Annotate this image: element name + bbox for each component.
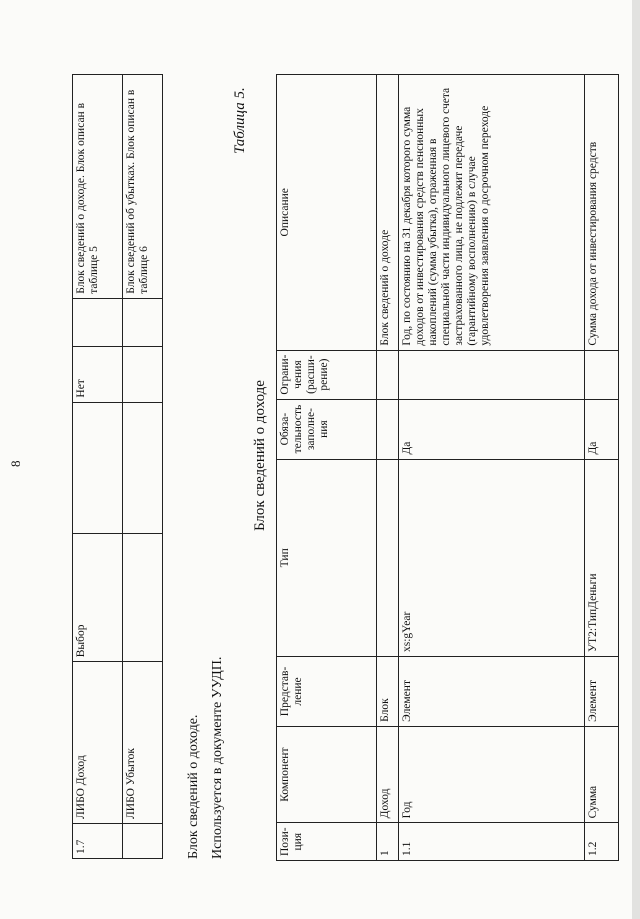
- cell-pos: 1.7: [73, 824, 123, 859]
- cell-limits: [73, 298, 123, 346]
- cell-component: Доход: [377, 726, 399, 823]
- cell-limits: [123, 298, 163, 346]
- cell-representation: Элемент: [585, 657, 619, 727]
- cell-component: Сумма: [585, 726, 619, 823]
- header-row: [277, 75, 377, 861]
- cell-pos: [123, 824, 163, 859]
- header-type: Тип: [277, 459, 377, 656]
- cell-description: Год, по состоянию на 31 декабря которого сумма доходов от инвестирования средств пенсионных накоплений (сумма убытка), отраженная в специальной части индивидуального лицевого счета застрахованного лица, не подлежит передаче (гарантийному восполнению) в случае удовлетворения заявления о досрочном переходе: [399, 75, 585, 351]
- cell-limits: [585, 350, 619, 399]
- cell-type: [123, 402, 163, 534]
- cell-limits: [399, 350, 585, 399]
- cell-representation: Выбор: [73, 534, 123, 662]
- cell-pos: 1: [377, 823, 399, 861]
- paragraph-line-1: Блок сведений о доходе.: [186, 714, 201, 859]
- cell-required: Да: [399, 399, 585, 459]
- cell-type: [377, 459, 399, 656]
- cell-type: УТ2:ТипДеньги: [585, 459, 619, 656]
- cell-type: xs:gYear: [399, 459, 585, 656]
- cell-representation: Блок: [377, 657, 399, 727]
- cell-type: [73, 402, 123, 534]
- cell-description: Блок сведений об убытках. Блок описан в таблице 6: [123, 75, 163, 299]
- cell-component: ЛИБО Доход: [73, 662, 123, 824]
- table-caption: Блок сведений о доходе: [252, 380, 268, 531]
- page-number: 8: [8, 460, 23, 467]
- cell-description: Сумма дохода от инвестирования средств: [585, 75, 619, 351]
- cell-pos: 1.2: [585, 823, 619, 861]
- header-description: Описание: [277, 75, 377, 351]
- header-representation: Представ-ление: [277, 657, 377, 727]
- header-required: Обяза-тельность заполне-ния: [277, 399, 377, 459]
- cell-representation: [123, 534, 163, 662]
- cell-description: Блок сведений о доходе. Блок описан в таблице 5: [73, 75, 123, 299]
- cell-required: Да: [585, 399, 619, 459]
- header-component: Компонент: [277, 726, 377, 823]
- paragraph-line-2: Используется в документе УУДП.: [210, 656, 225, 859]
- table-label: Таблица 5.: [232, 87, 248, 154]
- header-limits: Ограни-чения (расши-рение): [277, 350, 377, 399]
- table-row: [73, 75, 123, 859]
- cell-required: [377, 399, 399, 459]
- table-row: [377, 75, 399, 861]
- cell-required: Нет: [73, 346, 123, 402]
- cell-component: ЛИБО Убыток: [123, 662, 163, 824]
- cell-limits: [377, 350, 399, 399]
- cell-representation: Элемент: [399, 657, 585, 727]
- cell-component: Год: [399, 726, 585, 823]
- cell-pos: 1.1: [399, 823, 585, 861]
- table-row: [585, 75, 619, 861]
- table-row: [399, 75, 585, 861]
- top-table: [72, 74, 163, 859]
- main-table: [276, 74, 619, 861]
- table-row: [123, 75, 163, 859]
- header-pos: Пози-ция: [277, 823, 377, 861]
- cell-required: [123, 346, 163, 402]
- cell-description: Блок сведений о доходе: [377, 75, 399, 351]
